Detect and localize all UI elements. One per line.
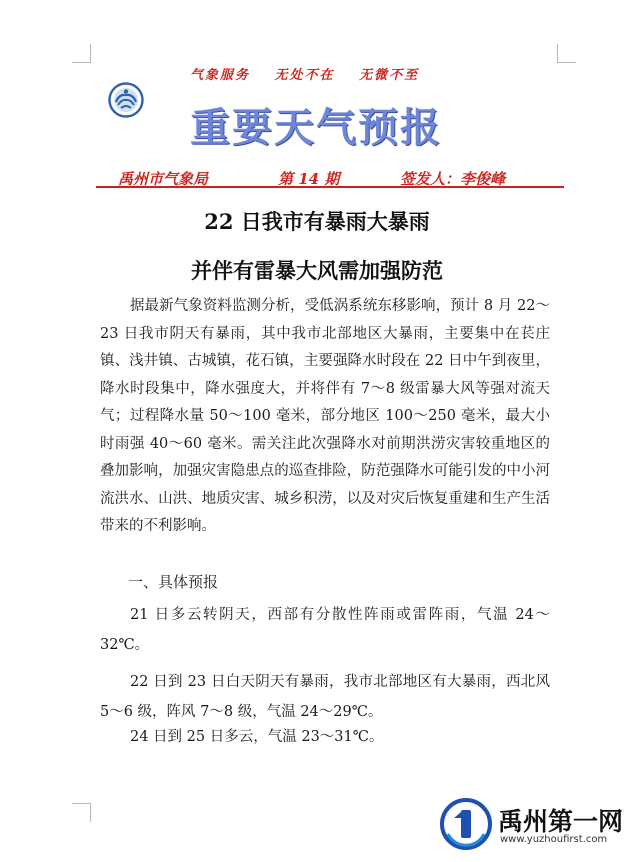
header-slogan	[190, 64, 437, 83]
watermark-site-name: 禹州第一网	[498, 807, 624, 836]
headline-line-2: 并伴有雷暴大风需加强防范	[191, 258, 443, 283]
slogan-part: 气象服务	[190, 68, 251, 83]
meteorological-emblem-icon	[108, 82, 144, 118]
site-logo-icon	[440, 798, 492, 850]
crop-mark-top-right	[557, 44, 576, 63]
issue-number: 第 14 期	[278, 170, 340, 188]
site-watermark	[438, 796, 628, 856]
forecast-paragraph-21: 21 日多云转阴天，西部有分散性阵雨或雷阵雨，气温 24～32℃。	[100, 607, 550, 653]
crop-mark-bottom-left	[72, 803, 91, 822]
intro-paragraph: 据最新气象资料监测分析，受低涡系统东移影响，预计 8 月 22～23 日我市阴天有暴雨，其中我市北部地区大暴雨，主要集中在苌庄镇、浅井镇、古城镇，花石镇，主要强降水时段在 22 日中午到夜里，降水时段集中，降水强度大，并将伴有 7～8 级雷暴大风等强对流天气；过程降水量 50～100 毫米，部分地区 100～250 毫米，最大小时雨强 40～60 毫米。需关注此次强降水对前期洪涝灾害较重地区的叠加影响，加强灾害隐患点的巡查排险，防范强降水可能引发的中小河流洪水、山洪、地质灾害、城乡积涝，以及对灾后恢复重建和生产生活带来的不利影响。	[100, 298, 550, 534]
section-title: 一、具体预报	[128, 573, 219, 591]
crop-mark-top-left	[72, 44, 91, 63]
headline-line-1: 22 日我市有暴雨大暴雨	[204, 209, 430, 234]
page-title: 重要天气预报	[190, 104, 442, 151]
signer: 签发人：李俊峰	[400, 170, 506, 188]
slogan-part: 无微不至	[359, 68, 420, 83]
forecast-paragraph-24-25: 24 日到 25 日多云，气温 23～31℃。	[130, 729, 384, 745]
header-divider	[96, 186, 564, 188]
forecast-paragraph-22-23: 22 日到 23 日白天阴天有暴雨，我市北部地区有大暴雨，西北风 5～6 级，阵风 7～8 级，气温 24～29℃。	[100, 674, 550, 720]
issuing-organization: 禹州市气象局	[118, 170, 209, 188]
slogan-part: 无处不在	[274, 68, 335, 83]
watermark-url: www.yuzhoufirst.com	[500, 834, 608, 845]
